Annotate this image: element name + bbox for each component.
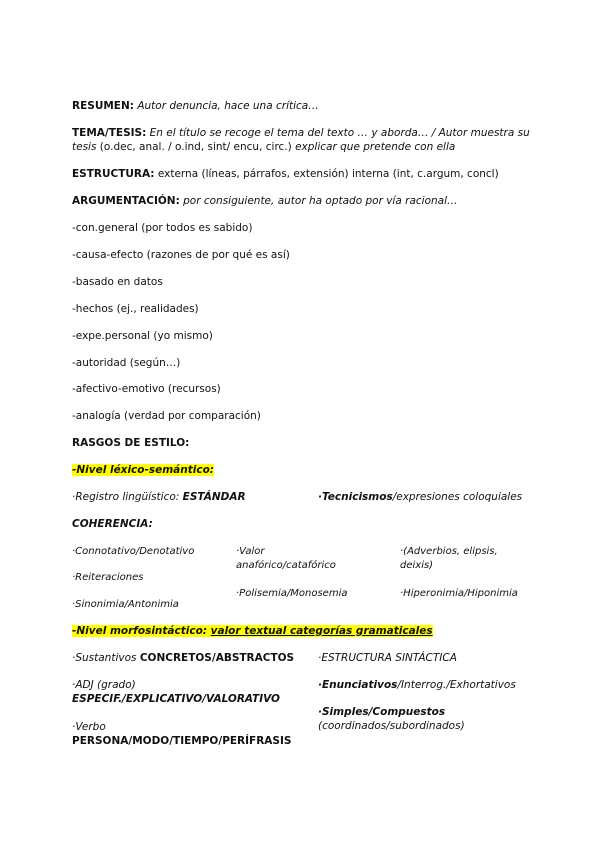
estructura-text: externa (líneas, párrafos, extensión) interna (int, c.argum, concl) xyxy=(157,168,499,180)
argumentacion-label: ARGUMENTACIÓN: xyxy=(72,195,180,207)
argument-item: -expe.personal (yo mismo) xyxy=(72,330,213,342)
simples-line-2: (coordinados/subordinados) xyxy=(318,720,465,732)
verbo-line-1: ·Verbo xyxy=(72,721,106,733)
morfo-heading-underlined: valor textual categorías gramaticales xyxy=(210,625,433,637)
lexico-heading: -Nivel léxico-semántico: xyxy=(72,464,214,476)
argumentacion-text: por consiguiente, autor ha optado por vía racional… xyxy=(183,195,458,207)
argument-item: -afectivo-emotivo (recursos) xyxy=(72,383,221,395)
rasgos-heading: RASGOS DE ESTILO: xyxy=(72,437,190,449)
adj-line-2: ESPECIF./EXPLICATIVO/VALORATIVO xyxy=(72,693,280,705)
estructura-line xyxy=(72,168,499,181)
morfo-heading-line xyxy=(72,625,433,638)
adverbios-item-line-1: ·(Adverbios, elipsis, xyxy=(400,546,498,557)
reiteraciones-item: ·Reiteraciones xyxy=(72,572,144,583)
lexico-heading-line xyxy=(72,464,214,477)
argument-item: -analogía (verdad por comparación) xyxy=(72,410,261,422)
registro-value: ESTÁNDAR xyxy=(182,491,246,503)
valor-item-line-2: anafórico/catafórico xyxy=(236,560,336,571)
polisemia-item: ·Polisemia/Monosemia xyxy=(236,588,348,599)
coherencia-heading: COHERENCIA: xyxy=(72,518,153,530)
resumen-label: RESUMEN: xyxy=(72,100,134,112)
tecnicismos-label: ·Tecnicismos xyxy=(318,491,393,503)
sustantivos-line xyxy=(72,652,294,665)
registro-line xyxy=(72,491,246,504)
sustantivos-value: CONCRETOS/ABSTRACTOS xyxy=(139,652,295,664)
connotativo-item: ·Connotativo/Denotativo xyxy=(72,546,195,557)
hiperonimia-item: ·Hiperonimia/Hiponimia xyxy=(400,588,518,599)
coherencia-heading-line xyxy=(72,518,153,531)
argument-item: -hechos (ej., realidades) xyxy=(72,303,199,315)
adverbios-item-line-2: deixis) xyxy=(400,560,434,571)
argument-item: -con.general (por todos es sabido) xyxy=(72,222,253,234)
tecnicismos-text: /expresiones coloquiales xyxy=(392,491,523,503)
tema-text-3: explicar que pretende con ella xyxy=(295,141,456,153)
sustantivos-label: ·Sustantivos xyxy=(72,652,137,664)
sinonimia-item: ·Sinonimia/Antonimia xyxy=(72,599,179,610)
enunciativos-line xyxy=(318,679,516,692)
valor-item-line-1: ·Valor xyxy=(236,546,265,557)
simples-line-1: ·Simples/Compuestos xyxy=(318,706,446,718)
resumen-text: Autor denuncia, hace una crítica… xyxy=(137,100,319,112)
tema-line-2 xyxy=(72,141,455,154)
enunciativos-text: /Interrog./Exhortativos xyxy=(397,679,516,691)
argument-item: -autoridad (según…) xyxy=(72,357,181,369)
tecnicismos-line xyxy=(318,491,522,504)
argument-item: -basado en datos xyxy=(72,276,163,288)
morfo-heading xyxy=(72,625,433,637)
tema-text-2: (o.dec, anal. / o.ind, sint/ encu, circ.) xyxy=(99,141,292,153)
enunciativos-label: ·Enunciativos xyxy=(318,679,398,691)
resumen-line xyxy=(72,100,319,113)
estructura-label: ESTRUCTURA: xyxy=(72,168,155,180)
registro-label: ·Registro lingüístico: xyxy=(72,491,180,503)
tema-label: TEMA/TESIS: xyxy=(72,127,147,139)
tema-text-1: En el título se recoge el tema del texto … y aborda… / Autor muestra su xyxy=(149,127,530,139)
morfo-heading-label: -Nivel morfosintáctico: xyxy=(72,625,207,637)
estructura-sintactica-item: ·ESTRUCTURA SINTÁCTICA xyxy=(318,652,457,664)
tema-tesis-word: tesis xyxy=(72,141,97,153)
verbo-line-2: PERSONA/MODO/TIEMPO/PERÍFRASIS xyxy=(72,735,292,747)
adj-line-1: ·ADJ (grado) xyxy=(72,679,136,691)
tema-line-1 xyxy=(72,127,530,140)
argument-item: -causa-efecto (razones de por qué es así) xyxy=(72,249,290,261)
argumentacion-line xyxy=(72,195,458,208)
